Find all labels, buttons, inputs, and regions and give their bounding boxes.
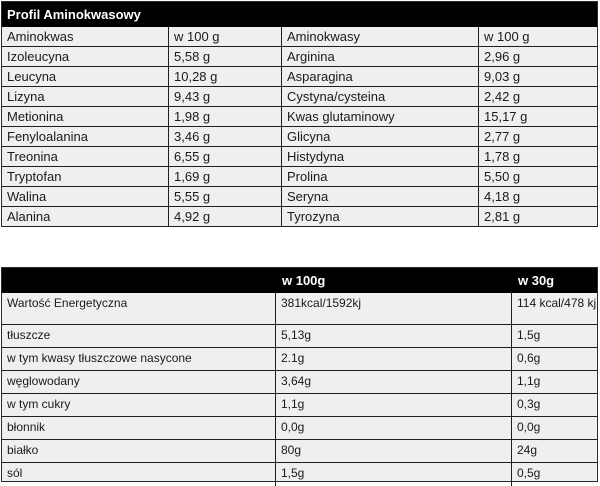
table-cell: tłuszcze <box>2 325 276 347</box>
nutrition-table-body <box>2 293 597 486</box>
table-cell: 114 kcal/478 kj <box>517 296 597 310</box>
table-cell: 4,18 g <box>484 189 521 204</box>
table-cell: białko <box>2 440 276 462</box>
header-cell: Aminokwasy <box>282 27 479 46</box>
table-row <box>2 440 597 463</box>
table-cell: Wartość Energetyczna <box>2 293 276 324</box>
table-cell: 5,13g <box>276 325 512 347</box>
table-cell: 1,98 g <box>169 107 282 126</box>
table-cell: 0,0g <box>276 417 512 439</box>
table-cell: Walina <box>2 187 169 206</box>
header-cell: w 100g <box>282 273 326 288</box>
table-cell: 5,58 g <box>169 47 282 66</box>
header-cell: Aminokwas <box>2 27 169 46</box>
table-cell: 2.1g <box>276 348 512 370</box>
table-cell: Alanina <box>2 207 169 226</box>
table-cell: 1,5g <box>276 463 512 486</box>
table-cell: 1,5g <box>517 328 541 342</box>
table-cell: 1,1g <box>517 374 541 388</box>
table-cell: 5,50 g <box>484 169 521 184</box>
table-cell: Glicyna <box>282 127 479 146</box>
table-row <box>2 325 597 348</box>
table-cell: w tym cukry <box>2 394 276 416</box>
table-row <box>2 87 597 107</box>
table-cell: 2,77 g <box>484 129 521 144</box>
table-cell: 4,92 g <box>169 207 282 226</box>
table-cell: Arginina <box>282 47 479 66</box>
table-cell: Leucyna <box>2 67 169 86</box>
header-cell: w 100 g <box>169 27 282 46</box>
table-cell: Tryptofan <box>2 167 169 186</box>
amino-acid-table <box>1 1 598 227</box>
table-cell: Histydyna <box>282 147 479 166</box>
amino-table-body <box>2 47 597 227</box>
table-row <box>2 293 597 325</box>
table-cell: 2,96 g <box>484 49 521 64</box>
table-cell: 0,3g <box>517 397 541 411</box>
table-cell: 381kcal/1592kj <box>276 293 512 324</box>
table-cell: 10,28 g <box>169 67 282 86</box>
table-cell: 9,03 g <box>484 69 521 84</box>
table-cell: 6,55 g <box>169 147 282 166</box>
table-cell: Tyrozyna <box>282 207 479 226</box>
table-cell: Asparagina <box>282 67 479 86</box>
table-row <box>2 67 597 87</box>
table-cell: Prolina <box>282 167 479 186</box>
table-cell: 24g <box>517 443 538 457</box>
table-cell: 15,17 g <box>484 109 528 124</box>
table-row <box>2 107 597 127</box>
table-cell: 2,81 g <box>484 209 521 224</box>
table-cell: sól <box>2 463 276 486</box>
table-cell: 9,43 g <box>169 87 282 106</box>
table-row <box>2 127 597 147</box>
table-cell: Izoleucyna <box>2 47 169 66</box>
table-cell: 1,69 g <box>169 167 282 186</box>
table-cell: 0,6g <box>517 351 541 365</box>
table-cell: Seryna <box>282 187 479 206</box>
amino-header-row <box>2 27 597 47</box>
table-cell: Treonina <box>2 147 169 166</box>
table-cell: 1,1g <box>276 394 512 416</box>
table-cell: 2,42 g <box>484 89 521 104</box>
table-row <box>2 417 597 440</box>
table-row <box>2 187 597 207</box>
table-row <box>2 47 597 67</box>
table-cell: Kwas glutaminowy <box>282 107 479 126</box>
table-cell: Metionina <box>2 107 169 126</box>
table-row <box>2 348 597 371</box>
table-cell: w tym kwasy tłuszczowe nasycone <box>2 348 276 370</box>
table-cell: 0,5g <box>517 466 541 480</box>
amino-table-grid <box>2 27 597 227</box>
header-cell <box>2 268 276 293</box>
table-cell: 1,78 g <box>484 149 521 164</box>
header-cell: w 100 g <box>484 29 530 44</box>
table-row <box>2 371 597 394</box>
table-row <box>2 463 597 486</box>
table-row <box>2 147 597 167</box>
table-row <box>2 167 597 187</box>
table-cell: Lizyna <box>2 87 169 106</box>
table-cell: Fenyloalanina <box>2 127 169 146</box>
table-cell: błonnik <box>2 417 276 439</box>
table-cell: Cystyna/cysteina <box>282 87 479 106</box>
table-cell: 3,64g <box>276 371 512 393</box>
table-row <box>2 207 597 227</box>
table-cell: węglowodany <box>2 371 276 393</box>
table-cell: 80g <box>276 440 512 462</box>
table-row <box>2 394 597 417</box>
table-cell: 3,46 g <box>169 127 282 146</box>
nutrition-header-row <box>2 268 597 293</box>
nutrition-table <box>1 267 598 482</box>
table-cell: 5,55 g <box>169 187 282 206</box>
table-cell: 0,0g <box>517 420 541 434</box>
amino-table-title: Profil Aminokwasowy <box>2 2 597 27</box>
header-cell: w 30g <box>518 273 555 288</box>
